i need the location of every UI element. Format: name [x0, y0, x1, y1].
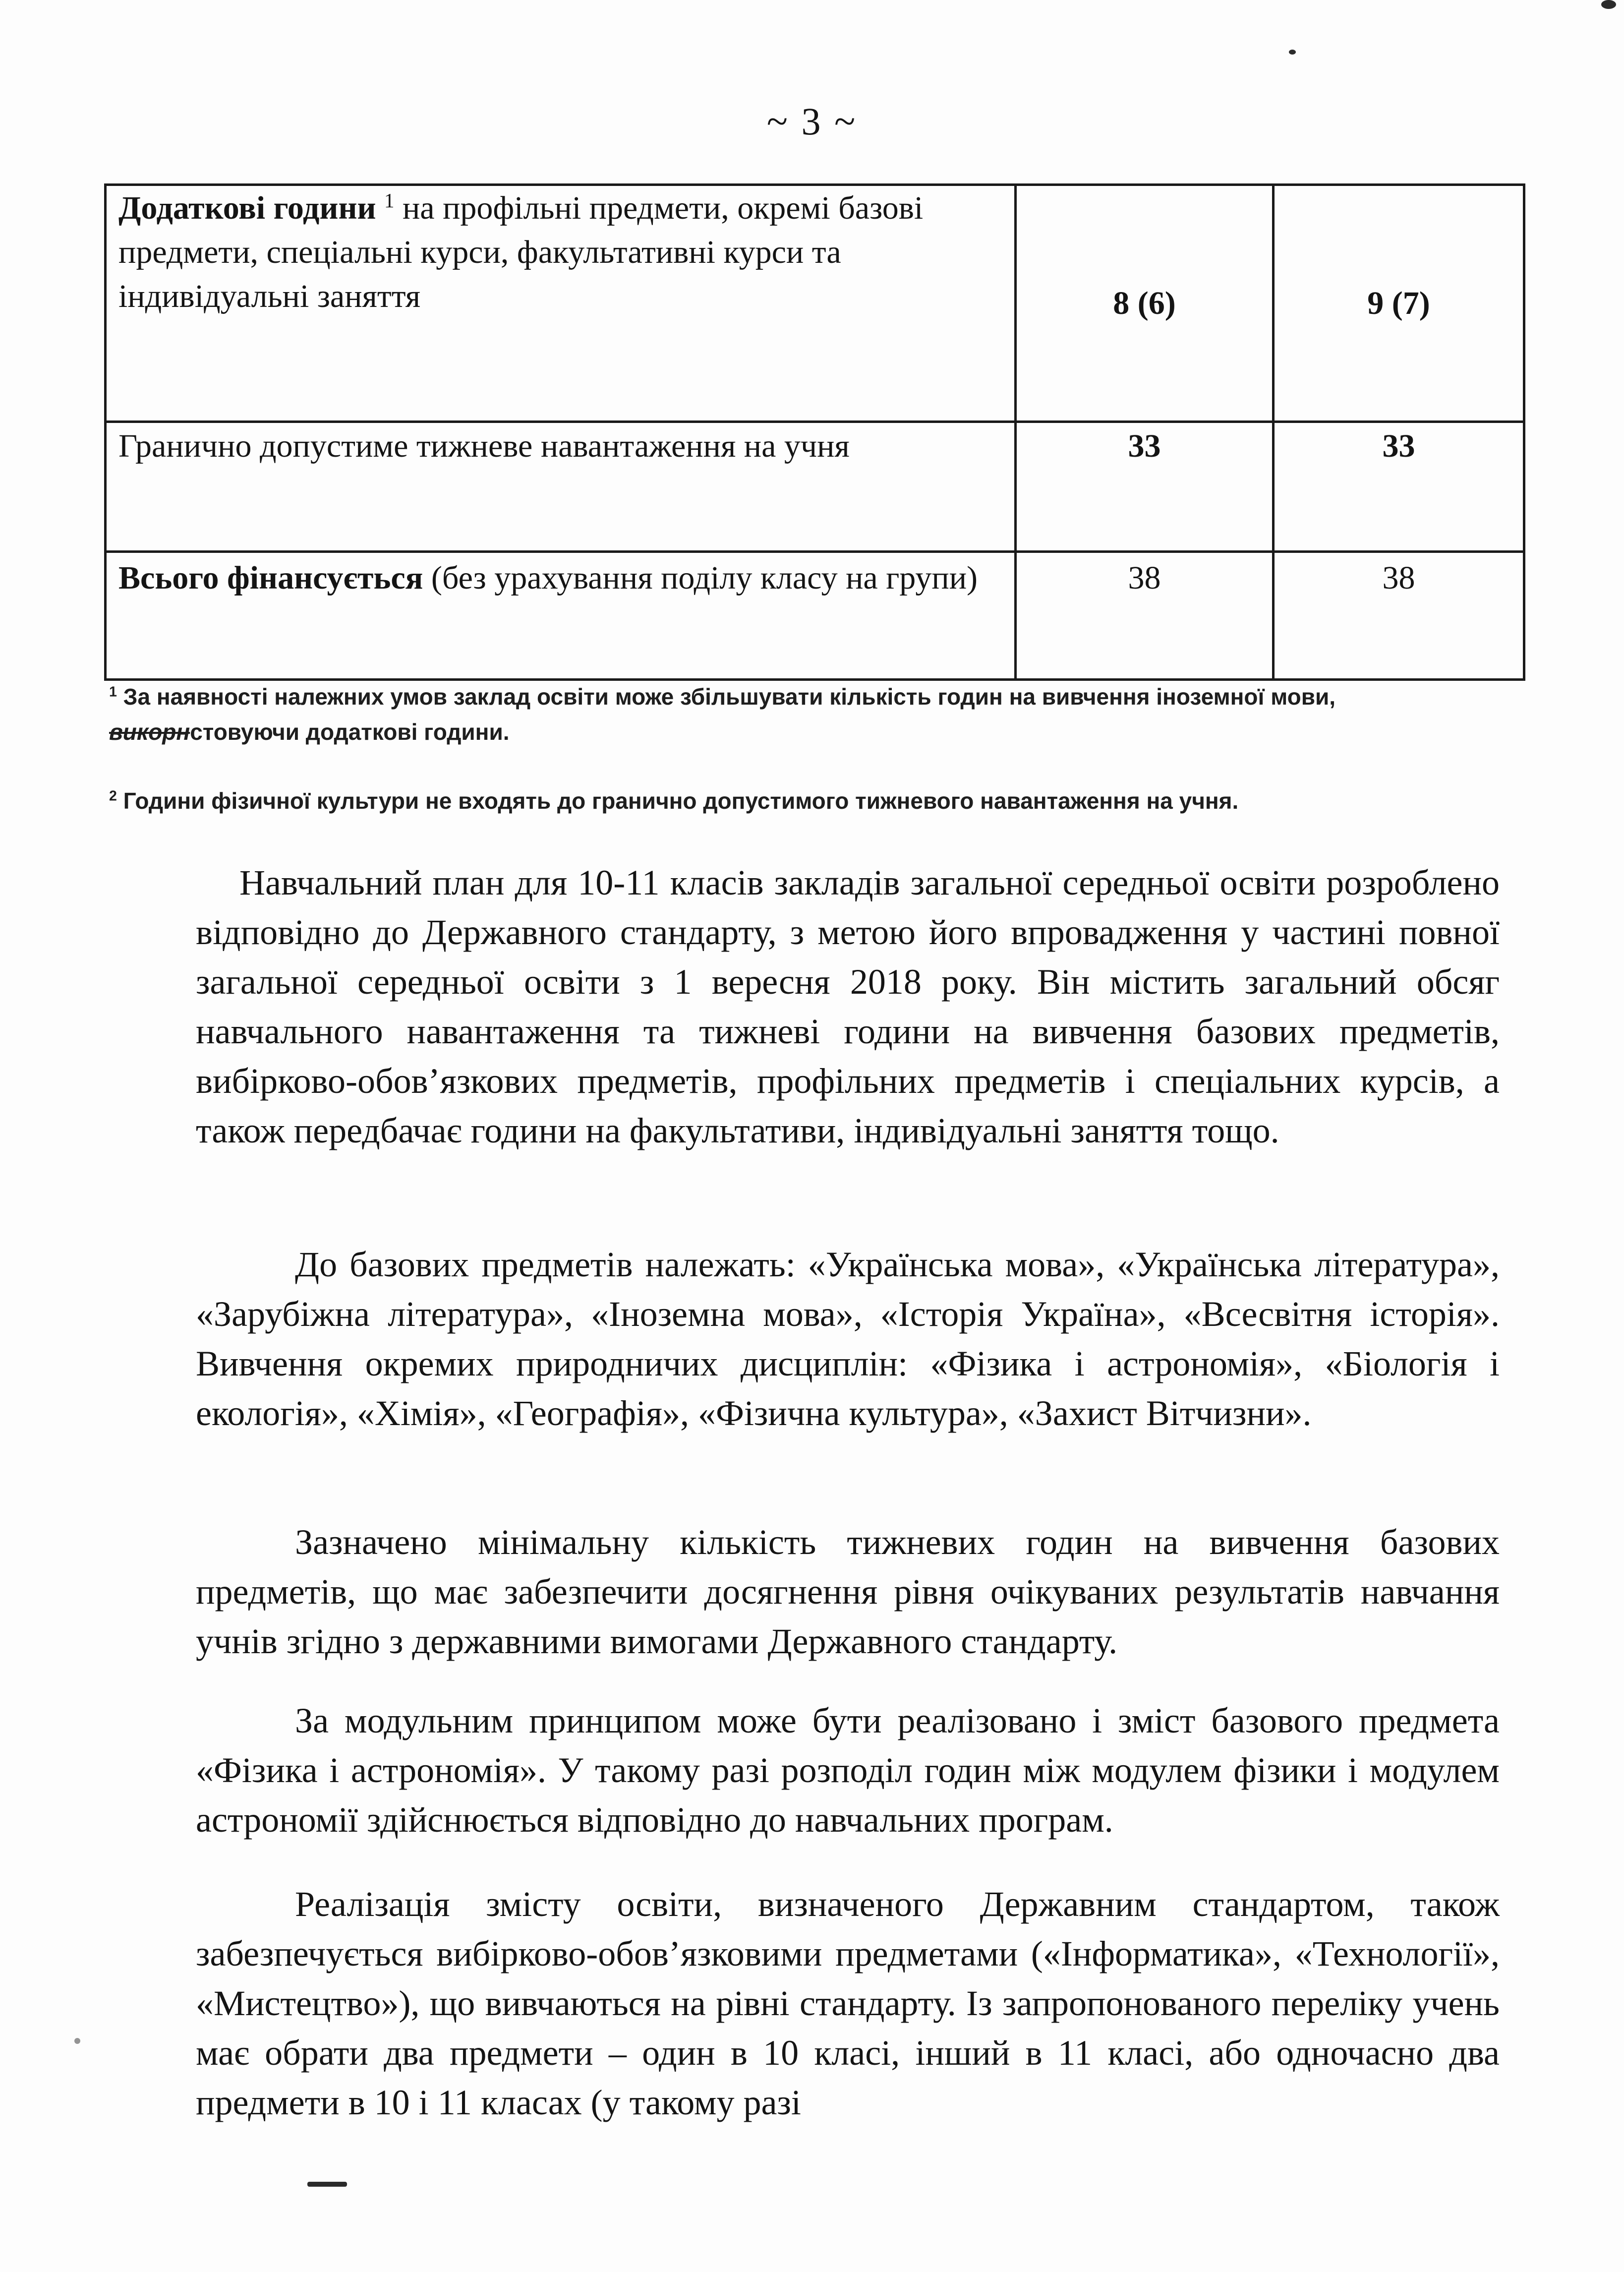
- footnote-ref: 1: [384, 189, 395, 212]
- table-row: [106, 185, 1524, 422]
- row-label-text: (без урахування поділу класу на групи): [423, 560, 978, 596]
- row-label: [106, 552, 1016, 680]
- row-label-text: на профільні предмети, окремі базові предмети, спеціальні курси, факультативні курси та індивідуальні заняття: [118, 190, 924, 315]
- paragraph: Реалізація змісту освіти, визначеного Державним стандартом, також забезпечується вибірково-обов’язковими предметами («Інформатика», «Технології», «Мистецтво»), що вивчаються на рівні стандарту. Із запропонованого переліку учень має обрати два предмети – один в 10 класі, інший в 11 класі, або одночасно два предмети в 10 і 11 класах (у такому разі: [196, 1884, 1500, 2122]
- row-label-bold: Всього фінансується: [118, 560, 423, 596]
- grade-10-hours: 33: [1016, 422, 1274, 552]
- footnote-struck-text: викорн: [109, 719, 190, 745]
- curriculum-table: [104, 183, 1525, 681]
- grade-11-hours: 33: [1274, 422, 1524, 552]
- scan-speck: [74, 2038, 80, 2044]
- scan-speck: [1289, 50, 1296, 55]
- paragraph: За модульним принципом може бути реалізовано і зміст базового предмета «Фізика і астрономія». У такому разі розподіл годин між модулем фізики і модулем астрономії здійснюється відповідно до навчальних програм.: [196, 1701, 1500, 1840]
- grade-10-hours: 38: [1016, 552, 1274, 680]
- scan-speck: [1601, 0, 1616, 9]
- grade-10-hours: 8 (6): [1016, 185, 1274, 422]
- grade-11-hours: 9 (7): [1274, 185, 1524, 422]
- footnote-2: [109, 783, 1522, 819]
- row-label: [106, 185, 1016, 422]
- footnote-marker: 2: [109, 788, 117, 804]
- row-label-bold: Додаткові години: [118, 190, 376, 226]
- table-row: [106, 552, 1524, 680]
- row-label-text: Гранично допустиме тижневе навантаження на учня: [118, 428, 850, 464]
- page-number: ~ 3 ~: [766, 100, 858, 143]
- table-row: [106, 422, 1524, 552]
- paragraph: Навчальний план для 10-11 класів закладів загальної середньої освіти розроблено відповідно до Державного стандарту, з метою його впровадження у частині повної загальної середньої освіти з 1 вересня 2018 року. Він містить загальний обсяг навчального навантаження та тижневі години на вивчення базових предметів, вибірково-обов’язкових предметів, профільних предметів і спеціальних курсів, а також передбачає години на факультативи, індивідуальні заняття тощо.: [196, 863, 1500, 1150]
- scan-speck: [307, 2182, 347, 2187]
- paragraph: До базових предметів належать: «Українська мова», «Українська література», «Зарубіжна література», «Іноземна мова», «Історія Україна», «Всесвітня історія». Вивчення окремих природничих дисциплін: «Фізика і астрономія», «Біологія і екологія», «Хімія», «Географія», «Фізична культура», «Захист Вітчизни».: [196, 1245, 1500, 1433]
- grade-11-hours: 38: [1274, 552, 1524, 680]
- footnote-text: Години фізичної культури не входять до гранично допустимого тижневого навантаження на учня.: [116, 788, 1239, 814]
- footnote-marker: 1: [109, 684, 117, 700]
- paragraph: Зазначено мінімальну кількість тижневих годин на вивчення базових предметів, що має забезпечити досягнення рівня очікуваних результатів навчання учнів згідно з державними вимогами Державного стандарту.: [196, 1522, 1500, 1661]
- footnote-text: За наявності належних умов заклад освіти може збільшувати кількість годин на вивчення іноземної мови,: [116, 684, 1336, 710]
- footnote-1: [109, 679, 1522, 750]
- row-label: [106, 422, 1016, 552]
- footnote-text: стовуючи додаткові години.: [190, 719, 510, 745]
